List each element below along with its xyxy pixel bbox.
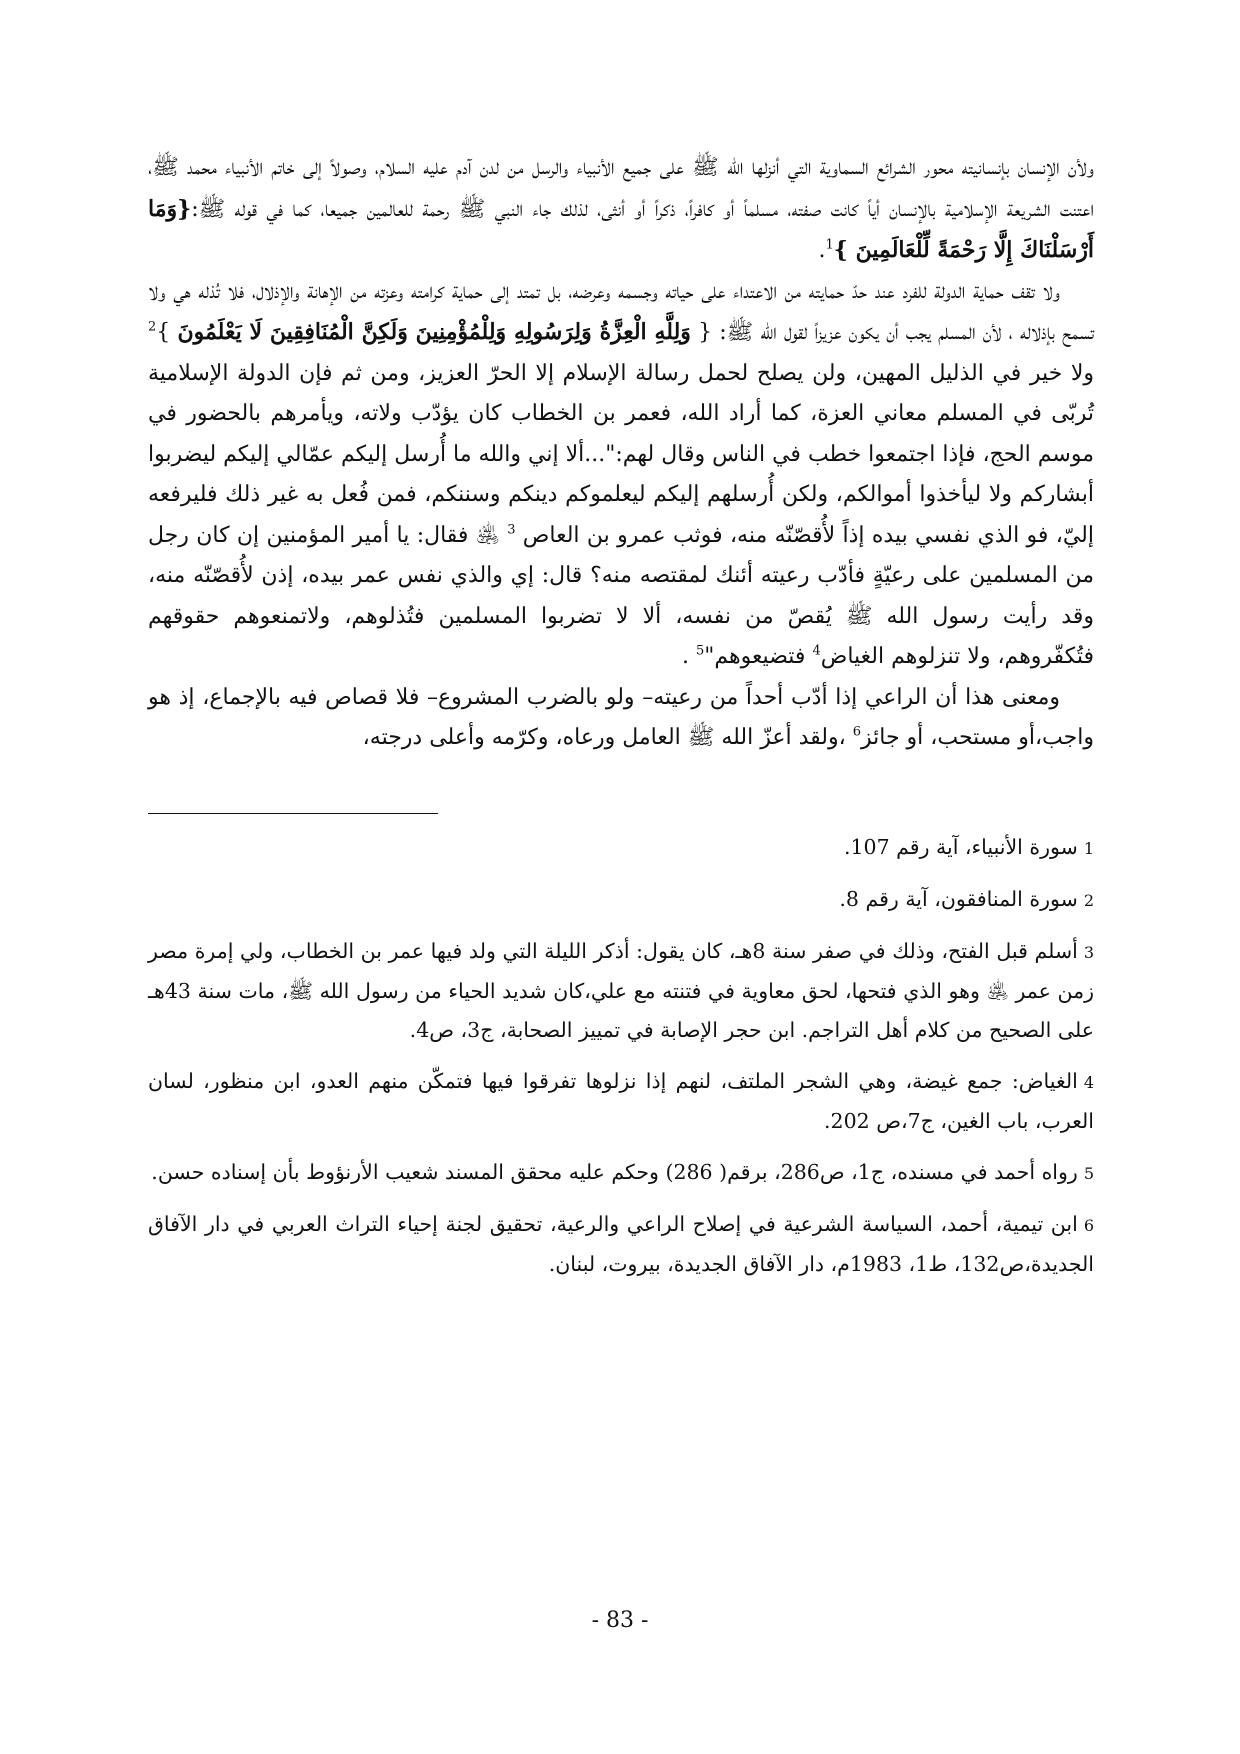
footnote-text: سورة المنافقون، آية رقم 8. bbox=[839, 886, 1078, 911]
paragraph-3 bbox=[148, 678, 1094, 759]
footnote-4 bbox=[148, 1062, 1094, 1141]
footnote-5 bbox=[148, 1153, 1094, 1193]
paragraph-2 bbox=[148, 272, 1094, 678]
footnote-ref-4[interactable]: 4 bbox=[812, 643, 821, 659]
paragraph-2-continuation: ولا خير في الذليل المهين، ولن يصلح لحمل رسالة الإسلام إلا الحرّ العزيز، ومن ثم فإن الدولة الإسلامية تُربّى في المسلم معاني العزة، كما أراد الله، فعمر بن الخطاب كان يؤدّب ولاته، ويأمرهم بالحضور في موسم الحج، فإذا اجتمعوا خطب في الناس وقال لهم:"...ألا إني والله ما أُرسل إليكم عمّالي إليكم ليضربوا أبشاركم ولا ليأخذوا أموالكم، ولكن أُرسلهم إليكم ليعلموكم دينكم وسننكم، فمن فُعل به غير ذلك فليرفعه إليّ، فو الذي نفسي بيده إذاً لأُقصّنّه منه، فوثب عمرو بن العاص bbox=[148, 360, 1094, 548]
footnote-text: أسلم قبل الفتح، وذلك في صفر سنة 8هـ، كان يقول: أذكر الليلة التي ولد فيها عمر بن الخطاب، ولي إمرة مصر زمن عمر ﵁ وهو الذي فتحها، لحق معاوية في فتنته مع علي،كان شديد الحياء من رسول الله ﷺ، مات سنة 43هـ على الصحيح من كلام أهل التراجم. ابن حجر الإصابة في تمييز الصحابة، ج3، ص4. bbox=[148, 938, 1094, 1042]
footnote-divider bbox=[148, 813, 438, 814]
paragraph-2-end: . bbox=[681, 644, 696, 669]
footnotes bbox=[148, 828, 1094, 1284]
footnote-2 bbox=[148, 880, 1094, 920]
footnote-ref-5[interactable]: 5 bbox=[695, 643, 705, 659]
footnote-text: رواه أحمد في مسنده، ج1، ص286، برقم( 286) وحكم عليه محقق المسند شعيب الأرنؤوط بأن إسناده حسن. bbox=[151, 1159, 1078, 1184]
footnote-text: الغياض: جمع غيضة، وهي الشجر الملتف، لنهم إذا نزلوها تفرقوا فيها فتمكّن منهم العدو، ابن منظور، لسان العرب، باب الغين، ج7،ص 202. bbox=[148, 1068, 1094, 1133]
page-number: - 83 - bbox=[591, 1608, 649, 1633]
paragraph-3-continuation: ،ولقد أعزّ الله ﷺ العامل ورعاه، وكرّمه وأعلى درجته، bbox=[362, 725, 853, 750]
footnote-number: 1 bbox=[1083, 838, 1094, 858]
footnote-number: 5 bbox=[1083, 1163, 1094, 1183]
page-content bbox=[148, 148, 1094, 1296]
footnote-number: 2 bbox=[1083, 890, 1094, 910]
quran-verse-2-close: } bbox=[156, 320, 178, 345]
footnote-6 bbox=[148, 1205, 1094, 1284]
footnote-text: سورة الأنبياء، آية رقم 107. bbox=[843, 834, 1078, 859]
paragraph-1 bbox=[148, 148, 1094, 272]
quran-verse-1: {وَمَا أَرْسَلْنَاكَ إِلَّا رَحْمَةً لِّلْعَالَمِينَ } bbox=[148, 195, 1094, 263]
footnote-ref-1[interactable]: 1 bbox=[825, 237, 834, 253]
footnote-number: 3 bbox=[1083, 942, 1095, 962]
footnote-ref-3[interactable]: 3 bbox=[507, 522, 516, 538]
footnote-ref-2[interactable]: 2 bbox=[148, 319, 157, 335]
footnote-number: 6 bbox=[1083, 1215, 1094, 1235]
footnote-ref-6[interactable]: 6 bbox=[852, 724, 861, 740]
footnote-3 bbox=[148, 932, 1094, 1050]
footnote-number: 4 bbox=[1083, 1072, 1094, 1092]
paragraph-1-end: . bbox=[818, 238, 826, 263]
paragraph-2-continuation-3: فتضيعوهم" bbox=[704, 644, 813, 669]
paragraph-2-text: ولا تقف حماية الدولة للفرد عند حدّ حمايته من الاعتداء على حياته وجسمه وعرضه، بل تمتد إلى حماية كرامته وعزته من الإهانة والإذلال، فلا تُذله هي ولا تسمح بإذلاله ، لأن المسلم يجب أن يكون عزيزاً لقول الله ﷺ: { bbox=[148, 278, 1094, 345]
paragraph-3-text: ومعنى هذا أن الراعي إذا أدّب أحداً من رعيته– ولو بالضرب المشروع– فلا قصاص فيه بالإجماع، إذ هو واجب،أو مستحب، أو جائز bbox=[148, 684, 1094, 750]
footnote-1 bbox=[148, 828, 1094, 868]
quran-verse-2: وَلِلَّهِ الْعِزَّةُ وَلِرَسُولِهِ وَلِلْمُؤْمِنِينَ وَلَكِنَّ الْمُنَافِقِينَ لَا يَعْلَمُونَ bbox=[177, 319, 691, 345]
paragraph-2-continuation-2: ﵁ فقال: يا أمير المؤمنين إن كان رجل من المسلمين على رعيّةٍ فأدّب رعيته أئنك لمقتصه منه؟ قال: إي والذي نفس عمر بيده، إذن لأُقصّنّه منه، وقد رأيت رسول الله ﷺ يُقصّ من نفسه، ألا لا تضربوا المسلمين فتُذلوهم، ولاتمنعوهم حقوقهم فتُكفّروهم، ولا تنزلوهم الغياض bbox=[148, 522, 1095, 669]
paragraph-1-text: ولأن الإنسان بإنسانيته محور الشرائع السماوية التي أنزلها الله ﷺ على جميع الأنبياء والرسل من لدن آدم عليه السلام، وصولاً إلى خاتم الأنبياء محمد ﷺ، اعتنت الشريعة الإسلامية بالإنسان أياً كانت صفته، مسلماً أو كافراً، ذكراً أو أنثى، لذلك جاء النبي ﷺ رحمة للعالمين جميعا، كما في قوله ﷺ: bbox=[148, 155, 1094, 222]
footnote-text: ابن تيمية، أحمد، السياسة الشرعية في إصلاح الراعي والرعية، تحقيق لجنة إحياء التراث العربي في دار الآفاق الجديدة،ص132، ط1، 1983م، دار الآفاق الجديدة، بيروت، لبنان. bbox=[148, 1211, 1094, 1276]
